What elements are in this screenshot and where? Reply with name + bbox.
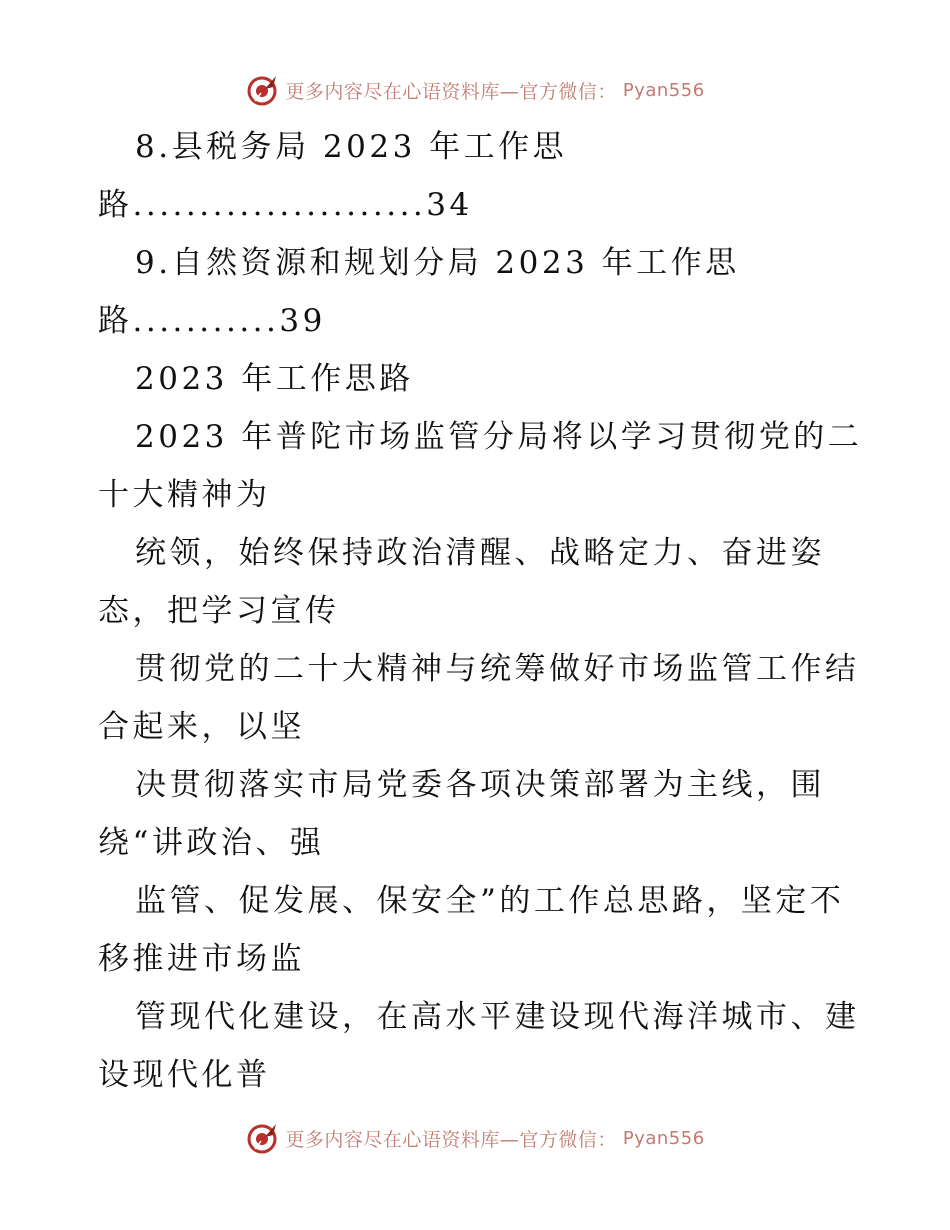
toc-entry-9-page: 路...........39 <box>98 303 326 339</box>
section-heading: 2023 年工作思路 <box>135 361 414 397</box>
paragraph-line: 绕“讲政治、强 <box>98 825 325 861</box>
paragraph-line: 十大精神为 <box>98 477 271 513</box>
paragraph-line: 设现代化普 <box>98 1057 271 1093</box>
paragraph-line: 决贯彻落实市局党委各项决策部署为主线，围 <box>135 767 825 803</box>
toc-entry-9: 9.自然资源和规划分局 2023 年工作思 <box>135 245 740 281</box>
paragraph-line: 合起来，以坚 <box>98 709 305 745</box>
paragraph-line: 管现代化建设，在高水平建设现代海洋城市、建 <box>135 999 860 1035</box>
watermark-wechat-id: Pyan556 <box>622 1127 705 1149</box>
paragraph-line: 统领，始终保持政治清醒、战略定力、奋进姿 <box>135 535 825 571</box>
paragraph-line: 移推进市场监 <box>98 941 305 977</box>
watermark-text: 更多内容尽在心语资料库—官方微信： <box>285 80 617 103</box>
toc-entry-8-page: 路......................34 <box>98 187 473 223</box>
toc-entry-8: 8.县税务局 2023 年工作思 <box>135 129 568 165</box>
quill-logo-icon <box>245 73 279 107</box>
paragraph-line: 贯彻党的二十大精神与统筹做好市场监管工作结 <box>135 651 860 687</box>
watermark-header <box>0 70 950 110</box>
paragraph-line: 2023 年普陀市场监管分局将以学习贯彻党的二 <box>135 419 863 455</box>
watermark-text: 更多内容尽在心语资料库—官方微信： <box>285 1128 617 1151</box>
paragraph-line: 监管、促发展、保安全”的工作总思路，坚定不 <box>135 883 845 919</box>
quill-logo-icon <box>245 1121 279 1155</box>
paragraph-line: 态，把学习宣传 <box>98 593 340 629</box>
watermark-wechat-id: Pyan556 <box>622 79 705 101</box>
watermark-footer <box>0 1118 950 1158</box>
